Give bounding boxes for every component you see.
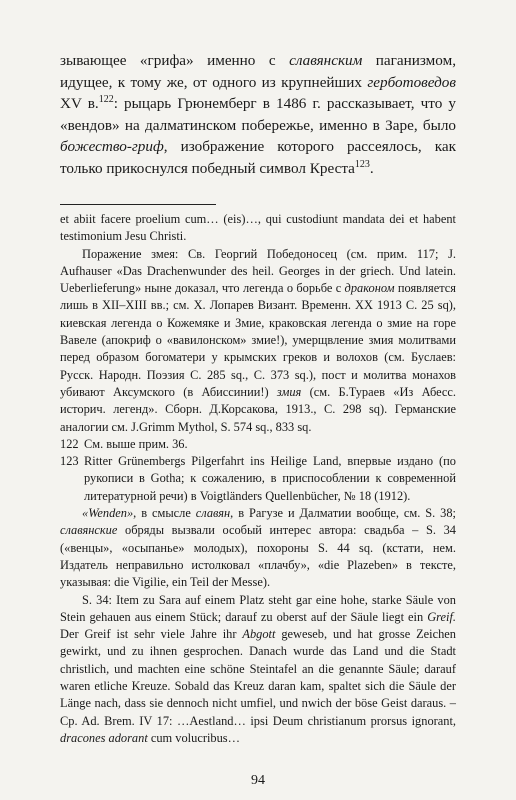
text: было (422, 116, 457, 134)
text: Der Greif ist sehr viele Jahre ihr (60, 627, 243, 642)
footnote-ref-122[interactable]: 122 (98, 93, 114, 105)
text: у «вендов» на далматинском побережье, именно в Заре, (60, 95, 456, 134)
footnote-text: Ritter Grünembergs Pilgerfahrt ins Heilige Land, впервые издано (по рукописи в Gotha; к сожалению, в приспособлении к современной литературной речи) в Voigtländers Quellenbücher, № 18 (1912). (84, 454, 456, 503)
italic-text: Greif. (427, 609, 456, 624)
italic-text: змия (276, 384, 302, 399)
text: cum volucribus… (147, 730, 240, 745)
text: зывающее «грифа» именно с (60, 52, 290, 69)
footnote-text: См. выше прим. 36. (84, 436, 188, 451)
text: geweseb, und hat grosse Zeichen gewirkt, und zu ihnen gesprochen. Danach wurde das Land und die Stadt christlich, und machten eine schöne Steintafel an die genannte Säule; darauf waren etliche Kreuze. Sobald das Kreuz daran kam, spaltet sich die Säule der Länge nach, dass sie dennoch nicht umfiel, und nwich der böse Geist daraus. – Cp. Ad. Brem. IV 17: …Aestland… ipsi Deum christianum prorsus ignorant, (60, 627, 456, 728)
text: , в Рагузе и Далматии вообще, см. S. 38; (230, 506, 456, 521)
text: появляется лишь в XII–XIII вв.; см. Х. Лопарев Визант. Временн. XX 1913 С. 25 sq), киевская легенда о Кожемяке и Змие, краковская легенда о змие на горе Вавеле (апокриф о «вавилонском» змие!), умерщвление змия молитвами перед образом богоматери у крымских греков и волохов (см. Буслаев: Русск. Народн. Поэзия С. 285 sq., С. 373 sq.), пост и молитва монахов убивают Аксумского (в Абиссинии!) (60, 281, 456, 399)
text: обряды вызвали особый интерес автора: свадьба – S. 34 («венцы», «осыпанье» молодых), похороны S. 44 sq. (кстати, нем. Издатель неправильно истолковал «плачбу», «die Plazeben» в тексте, указывая: die Vigilie, ein Teil der Messe). (60, 523, 456, 590)
main-text (60, 50, 456, 179)
footnote-ref-123[interactable]: 123 (354, 158, 370, 170)
footnote-122 (60, 436, 456, 453)
italic-text: dracones adorant (60, 730, 148, 745)
text: , в смысле (133, 506, 196, 521)
italic-text: Abgott (242, 627, 276, 642)
footnotes (60, 211, 456, 747)
text: (см. Б.Тураев «Из Абесс. историч. легенд». Сборн. Д.Корсакова, 1913., С. 298 sq). Германские аналогии см. J.Grimm Mythol, S. 574 sq., 833 sq. (60, 384, 457, 434)
main-paragraph (60, 50, 456, 179)
text: паганизмом, (362, 52, 457, 69)
italic-text: божество-гриф (60, 138, 164, 155)
footnote-number: 122 (60, 436, 79, 451)
italic-text: «Wenden» (82, 506, 134, 521)
italic-text: герботоведов (367, 73, 456, 91)
text: Поражение змея: Св. Георгий Победоносец (см. прим. 117; J. Aufhauser «Das Drachenwunder des heil. Georges in der griech. Und latein. Ueberlieferung» ныне доказал, что легенда о борьбе с (60, 246, 456, 296)
text: : рыцарь Грюнемберг в 1486 г. рассказывает, что (113, 95, 443, 112)
footnote-continuation: et abiit facere proelium cum… (eis)…, qui custodiunt mandata dei et habent testimonium Jesu Christi. (60, 212, 456, 244)
italic-text: славянские (60, 523, 118, 538)
footnote-paragraph (60, 246, 456, 436)
text: XV в. (60, 95, 99, 112)
text: S. 34: Item zu Sara auf einem Platz steht gar eine hohe, starke Säule von Stein gehauen aus einem Stück; darauf zu oberst auf der Säule liegt ein (60, 592, 456, 624)
italic-text: славян (195, 506, 231, 521)
page (60, 50, 456, 747)
footnote-paragraph (60, 592, 456, 748)
footnote-paragraph (60, 505, 456, 591)
footnote-123 (60, 453, 456, 505)
text: , изображение которого рассеялось, (163, 138, 422, 155)
italic-text: драконом (344, 281, 395, 296)
italic-text: славянским (289, 52, 363, 69)
text: как только прикоснулся победный символ Креста (60, 138, 456, 177)
page-number: 94 (251, 773, 265, 788)
text: . (369, 159, 374, 177)
footnote-divider (60, 204, 216, 205)
footnote-number: 123 (60, 454, 79, 469)
text: идущее, к тому же, от одного из крупнейших (60, 73, 368, 91)
